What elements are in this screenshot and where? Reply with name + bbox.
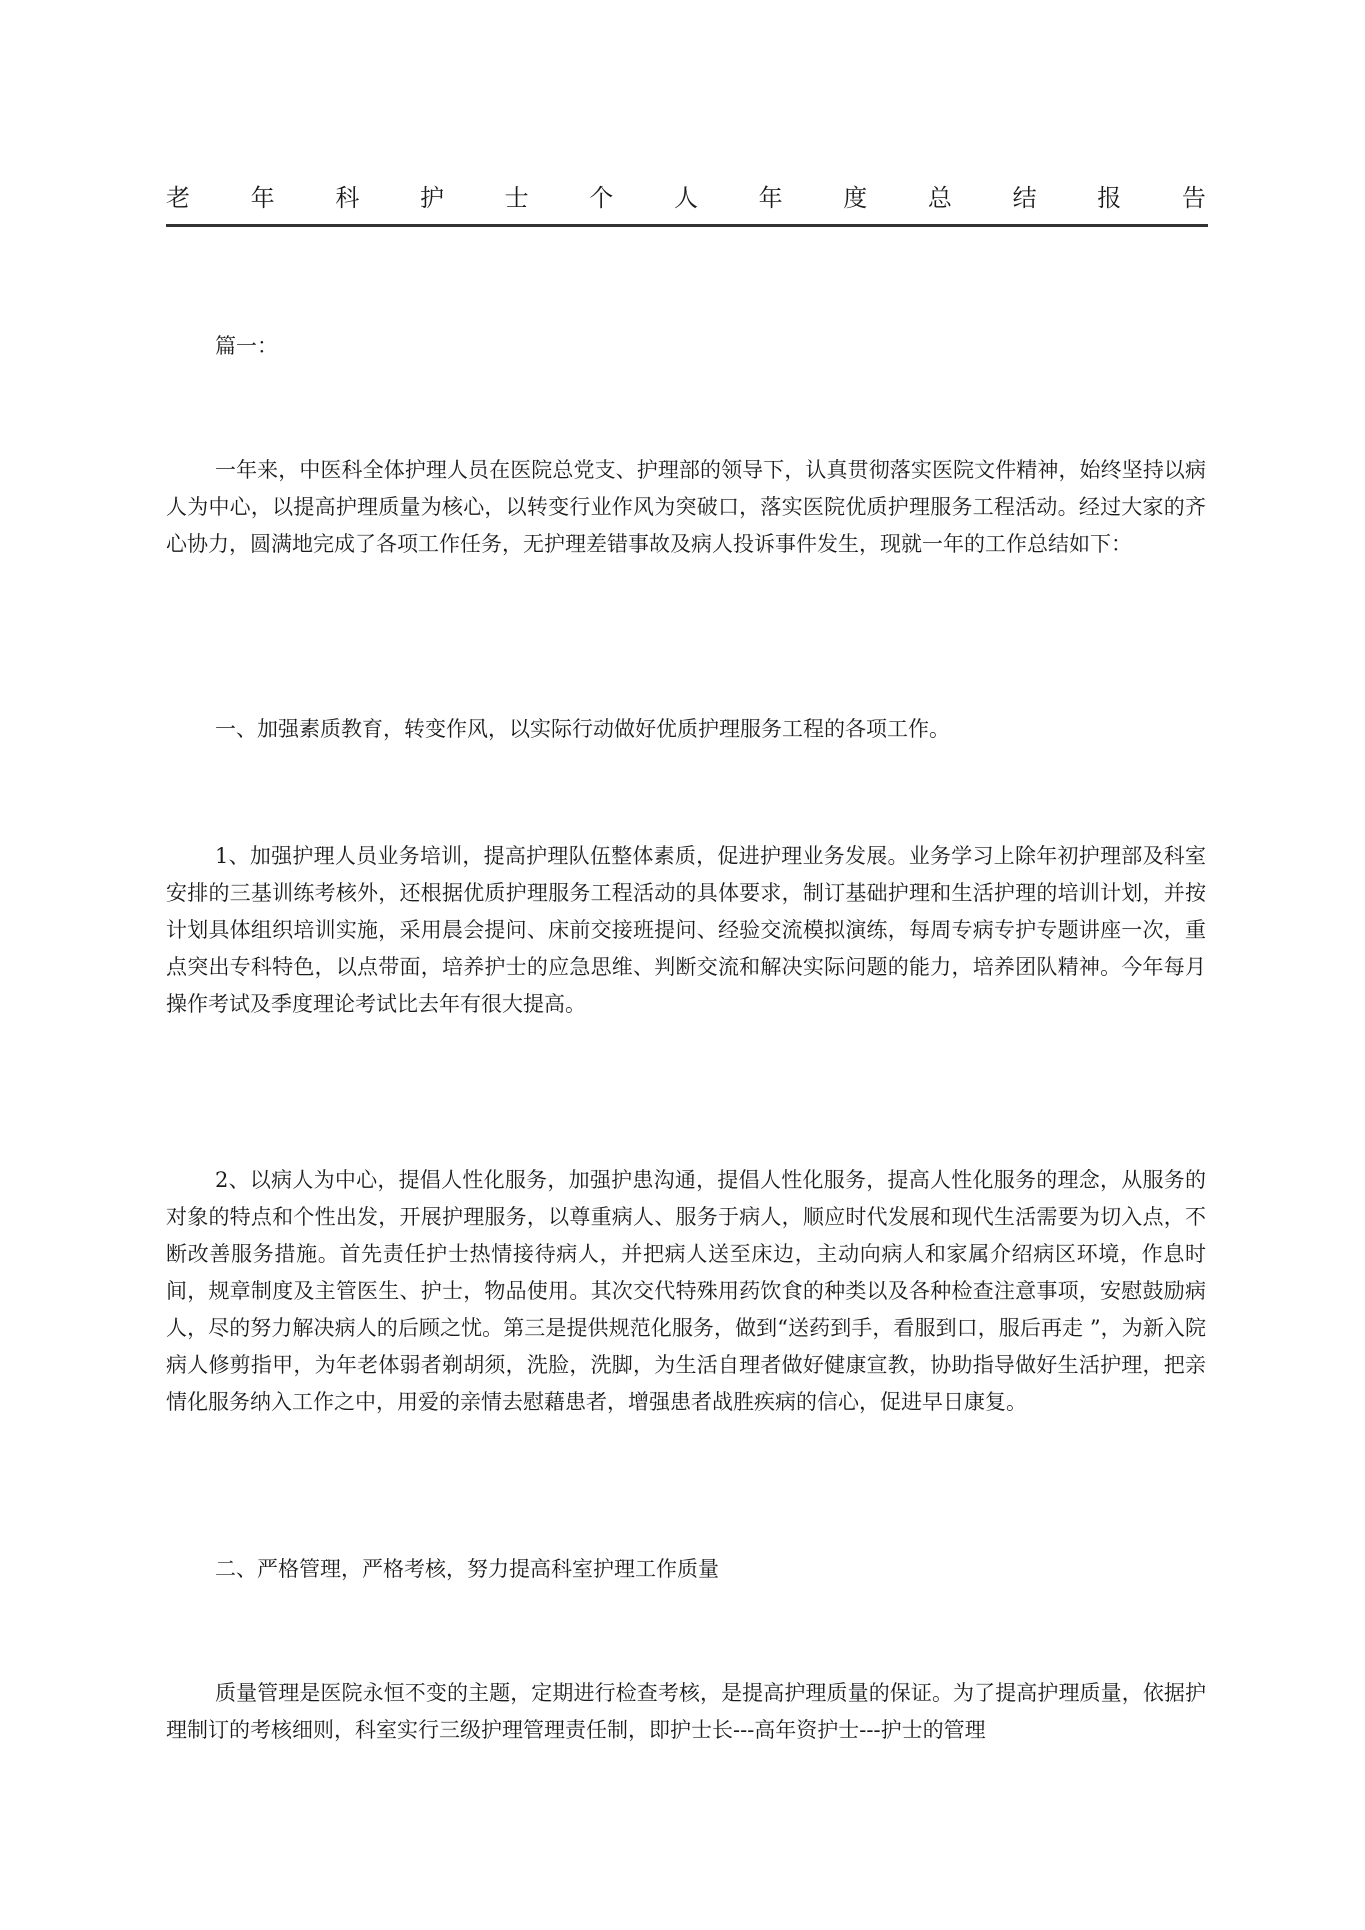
title-char: 护 — [419, 184, 444, 212]
title-char: 年 — [250, 184, 275, 212]
title-char: 度 — [843, 184, 868, 212]
title-char: 告 — [1181, 184, 1206, 212]
title-char: 士 — [504, 184, 529, 212]
title-char: 个 — [589, 184, 614, 212]
section-heading-2: 二、严格管理，严格考核，努力提高科室护理工作质量 — [215, 1557, 719, 1581]
title-char: 总 — [927, 184, 952, 212]
paragraph-item-2: 2、以病人为中心，提倡人性化服务，加强护患沟通，提倡人性化服务，提高人性化服务的理念，从服务的对象的特点和个性出发，开展护理服务，以尊重病人、服务于病人，顺应时代发展和现代生活需要为切入点，不断改善服务措施。首先责任护士热情接待病人，并把病人送至床边，主动向病人和家属介绍病区环境，作息时间，规章制度及主管医生、护士，物品使用。其次交代特殊用药饮食的种类以及各种检查注意事项，安慰鼓励病人，尽的努力解决病人的后顾之忧。第三是提供规范化服务，做到“送药到手，看服到口，服后再走 ”，为新入院病人修剪指甲，为年老体弱者剃胡须，洗脸，洗脚，为生活自理者做好健康宣教，协助指导做好生活护理，把亲情化服务纳入工作之中，用爱的亲情去慰藉患者，增强患者战胜疾病的信心，促进早日康复。 — [166, 1168, 1206, 1414]
section-heading-1: 一、加强素质教育，转变作风，以实际行动做好优质护理服务工程的各项工作。 — [215, 717, 950, 741]
title-char: 报 — [1097, 184, 1122, 212]
intro-paragraph: 一年来，中医科全体护理人员在医院总党支、护理部的领导下，认真贯彻落实医院文件精神，始终坚持以病人为中心，以提高护理质量为核心，以转变行业作风为突破口，落实医院优质护理服务工程活动。经过大家的齐心协力，圆满地完成了各项工作任务，无护理差错事故及病人投诉事件发生，现就一年的工作总结如下： — [166, 458, 1206, 556]
title-underline — [166, 224, 1208, 227]
title-char: 科 — [335, 184, 360, 212]
title-char: 年 — [758, 184, 783, 212]
section-label: 篇一： — [215, 334, 278, 358]
title-char: 结 — [1012, 184, 1037, 212]
quality-paragraph: 质量管理是医院永恒不变的主题，定期进行检查考核，是提高护理质量的保证。为了提高护理质量，依据护理制订的考核细则，科室实行三级护理管理责任制，即护士长---高年资护士---护士的管理 — [166, 1681, 1206, 1742]
title-char: 人 — [673, 184, 698, 212]
document-title — [166, 178, 1206, 218]
title-char: 老 — [166, 184, 190, 212]
paragraph-item-1: 1、加强护理人员业务培训，提高护理队伍整体素质，促进护理业务发展。业务学习上除年初护理部及科室安排的三基训练考核外，还根据优质护理服务工程活动的具体要求，制订基础护理和生活护理的培训计划，并按计划具体组织培训实施，采用晨会提问、床前交接班提问、经验交流模拟演练，每周专病专护专题讲座一次，重点突出专科特色，以点带面，培养护士的应急思维、判断交流和解决实际问题的能力，培养团队精神。今年每月操作考试及季度理论考试比去年有很大提高。 — [166, 844, 1206, 1016]
